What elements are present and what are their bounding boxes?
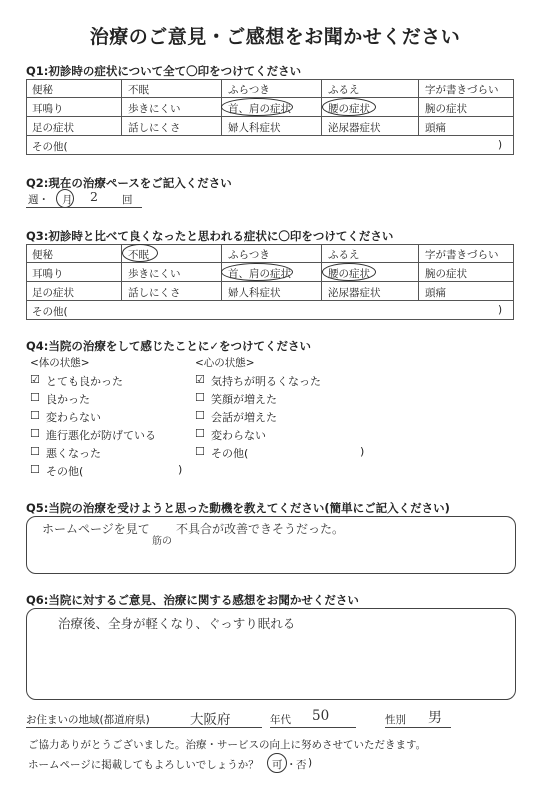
q4-body-option[interactable]: その他( — [46, 465, 84, 478]
q1-option[interactable]: 泌尿器症状 — [328, 122, 381, 134]
q2-underline — [26, 207, 142, 208]
q4-mind-option[interactable]: 会話が増えた — [211, 411, 277, 424]
q1-option[interactable]: 不眠 — [128, 84, 149, 96]
q3-option[interactable]: 腰の症状 — [328, 268, 370, 280]
publish-yes[interactable]: 可 — [272, 759, 283, 771]
q2-unit-label: 回 — [122, 194, 133, 206]
q5-answer-insert: 筋の — [152, 536, 172, 547]
q4-mind-option[interactable]: 気持ちが明るくなった — [211, 375, 321, 388]
gender-underline — [385, 727, 451, 728]
q1-option[interactable]: 耳鳴り — [32, 103, 64, 115]
q4-mind-option[interactable]: 変わらない — [211, 429, 266, 442]
q1-col-divider — [121, 79, 122, 135]
circle-mark — [122, 244, 158, 262]
q2-week-label[interactable]: 週・ — [28, 194, 49, 206]
q4-mind-checkbox-checked[interactable]: ☑ — [195, 373, 205, 386]
publish-close: ) — [308, 757, 313, 769]
q3-option[interactable]: 便秘 — [32, 249, 53, 261]
q4-body-other-close: ) — [178, 463, 183, 476]
q5-heading: Q5:当院の治療を受けようと思った動機を教えてください(簡単にご記入ください) — [26, 501, 450, 515]
q1-option[interactable]: 腰の症状 — [328, 103, 370, 115]
q4-body-option[interactable]: 変わらない — [46, 411, 101, 424]
q6-heading: Q6:当院に対するご意見、治療に関する感想をお聞かせください — [26, 593, 359, 607]
q6-answer-text: 治療後、全身が軽くなり、ぐっすり眠れる — [58, 616, 296, 631]
q1-option[interactable]: 婦人科症状 — [228, 122, 281, 134]
gender-label: 性別 — [385, 714, 406, 726]
q3-other-close: ) — [498, 304, 503, 316]
q3-other-label[interactable]: その他( — [32, 306, 68, 318]
q4-mind-checkbox[interactable]: ☐ — [195, 391, 205, 404]
q3-option[interactable]: 首、肩の症状 — [228, 268, 291, 280]
circle-mark — [322, 98, 376, 116]
q1-option[interactable]: 首、肩の症状 — [228, 103, 291, 115]
q4-mind-other-close: ) — [360, 445, 365, 458]
q3-option[interactable]: 泌尿器症状 — [328, 287, 381, 299]
q4-mind-checkbox[interactable]: ☐ — [195, 427, 205, 440]
q3-row-divider — [26, 300, 514, 301]
q3-col-divider — [418, 244, 419, 300]
age-label: 年代 — [270, 714, 291, 726]
q1-option[interactable]: 歩きにくい — [128, 103, 181, 115]
publish-question: ホームページに掲載してもよろしいでしょうか？ — [28, 759, 259, 771]
q4-body-checkbox[interactable]: ☐ — [30, 391, 40, 404]
q1-heading: Q1:初診時の症状について全て〇印をつけてください — [26, 64, 302, 78]
q1-option[interactable]: 頭痛 — [425, 122, 446, 134]
circle-mark — [56, 189, 74, 208]
q1-other-close: ) — [498, 139, 503, 151]
q2-heading: Q2:現在の治療ペースをご記入ください — [26, 176, 232, 190]
publish-separator: ・ — [286, 759, 297, 771]
q4-body-option[interactable]: 良かった — [46, 393, 90, 406]
q5-answer-text-b: 不具合が改善できそうだった。 — [176, 522, 345, 536]
q3-heading: Q3:初診時と比べて良くなったと思われる症状に〇印をつけてください — [26, 229, 394, 243]
q1-option[interactable]: 便秘 — [32, 84, 53, 96]
age-value[interactable]: 50 — [312, 708, 330, 724]
q4-mind-option[interactable]: 笑顔が増えた — [211, 393, 277, 406]
q3-option[interactable]: 婦人科症状 — [228, 287, 281, 299]
region-value[interactable]: 大阪府 — [190, 712, 231, 728]
q4-mind-label: <心の状態> — [195, 357, 255, 369]
q3-option[interactable]: 歩きにくい — [128, 268, 181, 280]
q1-option[interactable]: 足の症状 — [32, 122, 74, 134]
q1-other-label[interactable]: その他( — [32, 141, 68, 153]
circle-mark — [322, 263, 376, 281]
q5-answer-text-a: ホームページを見て — [42, 522, 150, 536]
q1-option[interactable]: 腕の症状 — [425, 103, 467, 115]
q1-option[interactable]: 字が書きづらい — [425, 84, 499, 96]
circle-mark — [267, 753, 287, 773]
q3-option[interactable]: 腕の症状 — [425, 268, 467, 280]
publish-no[interactable]: 否 — [296, 759, 307, 771]
q1-option[interactable]: 話しにくさ — [128, 122, 181, 134]
q4-mind-option[interactable]: その他( — [211, 447, 249, 460]
q3-option[interactable]: 不眠 — [128, 249, 149, 261]
q4-body-option[interactable]: 進行悪化が防げている — [46, 429, 156, 442]
q4-body-option[interactable]: とても良かった — [46, 375, 123, 388]
gender-value[interactable]: 男 — [428, 710, 442, 726]
q1-col-divider — [418, 79, 419, 135]
q4-body-checkbox-checked[interactable]: ☑ — [30, 373, 40, 386]
q1-row-divider — [26, 116, 514, 117]
circle-mark — [221, 98, 293, 116]
q3-row-divider — [26, 281, 514, 282]
q4-heading: Q4:当院の治療をして感じたことに✓をつけてください — [26, 339, 312, 353]
q3-option[interactable]: 話しにくさ — [128, 287, 181, 299]
q2-count-value[interactable]: 2 — [90, 189, 98, 204]
q3-option[interactable]: ふるえ — [328, 249, 360, 261]
q4-body-checkbox[interactable]: ☐ — [30, 445, 40, 458]
q1-option[interactable]: ふらつき — [228, 84, 270, 96]
q3-option[interactable]: 足の症状 — [32, 287, 74, 299]
q1-row-divider — [26, 135, 514, 136]
q1-option[interactable]: ふるえ — [328, 84, 360, 96]
q4-body-label: <体の状態> — [30, 357, 90, 369]
q4-body-checkbox[interactable]: ☐ — [30, 427, 40, 440]
q3-option[interactable]: 耳鳴り — [32, 268, 64, 280]
region-label: お住まいの地域(都道府県) — [26, 714, 150, 726]
q4-mind-checkbox[interactable]: ☐ — [195, 409, 205, 422]
q4-body-checkbox[interactable]: ☐ — [30, 463, 40, 476]
q4-body-checkbox[interactable]: ☐ — [30, 409, 40, 422]
q4-body-option[interactable]: 悪くなった — [46, 447, 101, 460]
q3-option[interactable]: 字が書きづらい — [425, 249, 499, 261]
q3-option[interactable]: ふらつき — [228, 249, 270, 261]
page-title: 治療のご意見・ご感想をお聞かせください — [89, 26, 461, 48]
q2-month-label[interactable]: 月 — [62, 194, 73, 206]
region-underline — [26, 727, 262, 728]
thanks-text: ご協力ありがとうございました。治療・サービスの向上に努めさせていただきます。 — [28, 739, 427, 751]
q3-option[interactable]: 頭痛 — [425, 287, 446, 299]
age-underline — [270, 727, 356, 728]
circle-mark — [221, 263, 293, 281]
q4-mind-checkbox[interactable]: ☐ — [195, 445, 205, 458]
